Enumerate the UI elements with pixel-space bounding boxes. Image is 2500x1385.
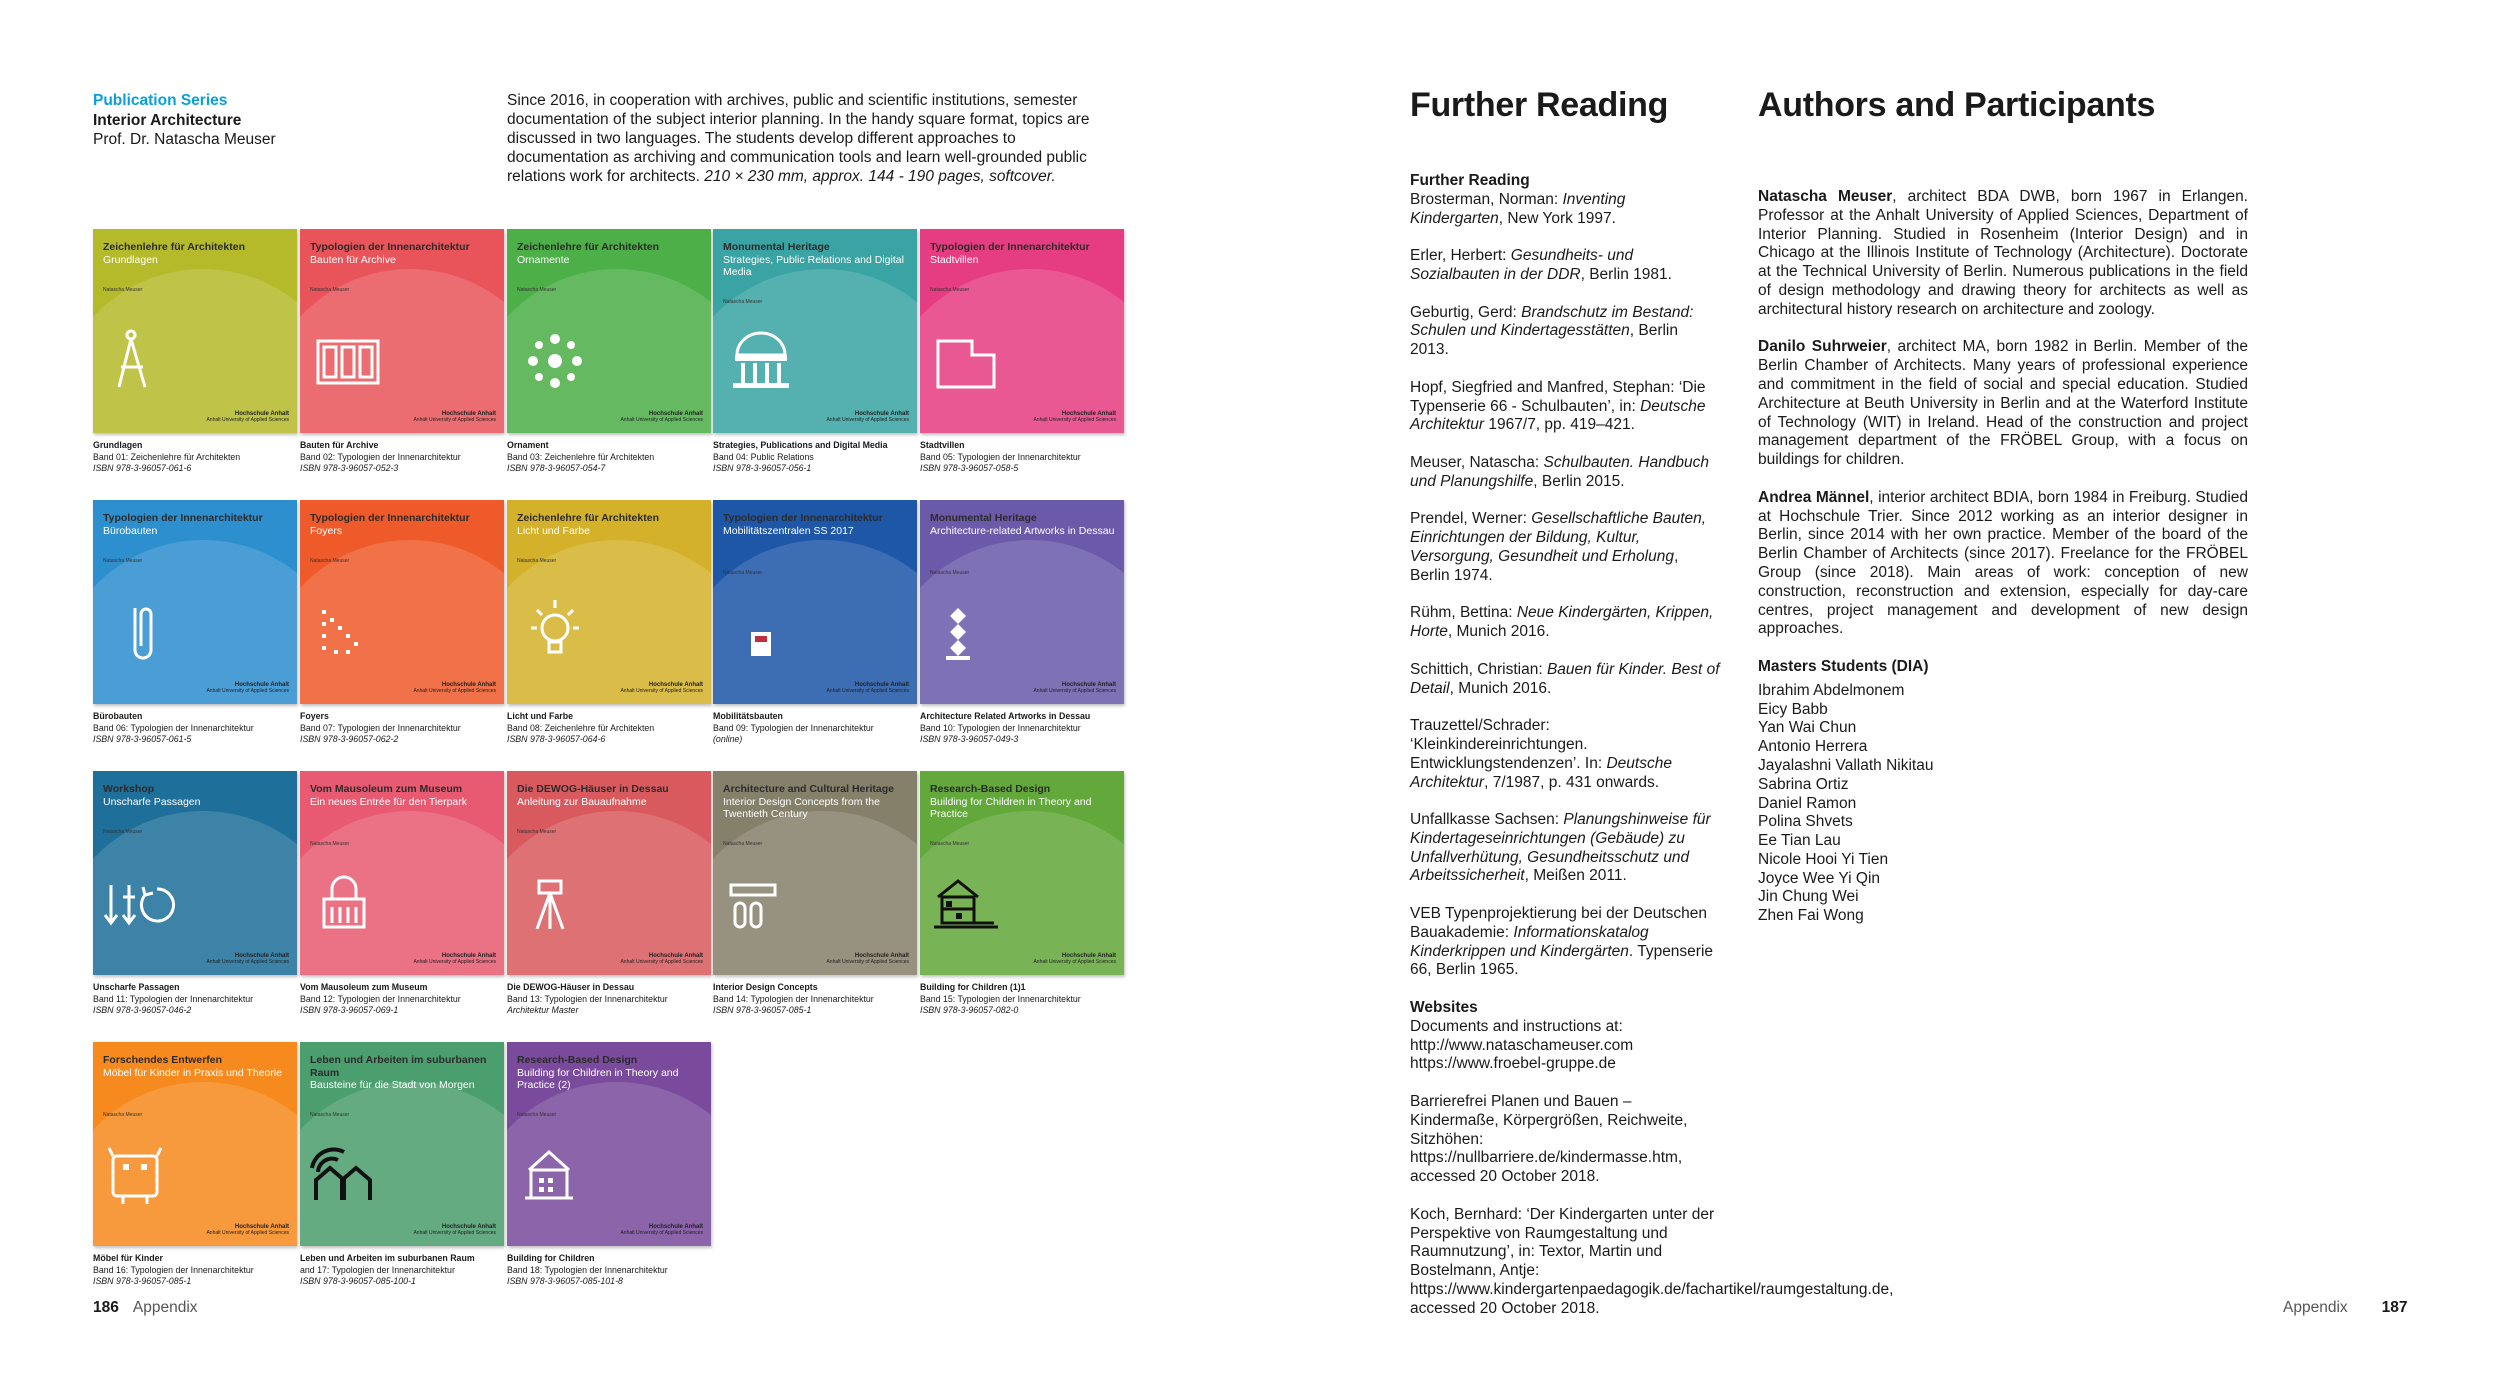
reference-item: Meuser, Natascha: Schulbauten. Handbuch und Planungshilfe, Berlin 2015.	[1410, 453, 1710, 490]
ornament-icon	[515, 321, 595, 401]
left-page-number: 186	[93, 1299, 119, 1316]
cover-subtitle: Architecture-related Artworks in Dessau	[930, 524, 1115, 537]
websites-heading: Websites	[1410, 999, 1478, 1017]
book-card	[713, 229, 917, 475]
cover-subtitle: Bauten für Archive	[310, 253, 396, 266]
book-volume: Band 15: Typologien der Innenarchitektur	[920, 993, 1081, 1004]
book-caption	[93, 1253, 297, 1288]
student-name: Antonio Herrera	[1758, 738, 1868, 756]
book-cover	[300, 1042, 504, 1246]
cover-author: Natascha Meuser	[723, 841, 763, 847]
cover-series	[517, 1054, 703, 1092]
cover-subtitle: Unscharfe Passagen	[103, 795, 201, 808]
book-volume: Band 04: Public Relations	[713, 451, 814, 462]
cover-author: Natascha Meuser	[517, 558, 557, 564]
book-volume: Band 08: Zeichenlehre für Architekten	[507, 722, 655, 733]
book-cover	[713, 229, 917, 433]
reference-list	[1410, 191, 1720, 980]
book-caption	[920, 440, 1124, 475]
cover-series-title: Zeichenlehre für Architekten	[103, 241, 245, 253]
book-title: Mobilitätsbauten	[713, 711, 783, 721]
series-intro	[507, 91, 1107, 186]
cover-author: Natascha Meuser	[310, 558, 350, 564]
publisher-logo: Hochschule Anhalt Anhalt University of Applied Sciences	[826, 682, 909, 694]
book-volume: Band 05: Typologien der Innenarchitektur	[920, 451, 1081, 462]
cover-series	[723, 512, 909, 537]
book-card	[507, 229, 711, 475]
author-list	[1758, 188, 2248, 639]
book-title: Architecture Related Artworks in Dessau	[920, 711, 1091, 721]
book-isbn: ISBN 978-3-96057-046-2	[93, 1005, 192, 1015]
book-volume: Band 06: Typologien der Innenarchitektur	[93, 722, 254, 733]
book-card	[300, 500, 504, 746]
book-volume: Band 12: Typologien der Innenarchitektur	[300, 993, 461, 1004]
website-item: Documents and instructions at: http://www.nataschameuser.com https://www.froebel-gruppe.de	[1410, 1017, 1634, 1073]
publisher-logo: Hochschule Anhalt Anhalt University of Applied Sciences	[413, 682, 496, 694]
cover-series-title: Research-Based Design	[930, 783, 1051, 795]
cover-series-title: Architecture and Cultural Heritage	[723, 783, 894, 795]
left-section: Appendix	[132, 1299, 198, 1316]
book-cover	[507, 500, 711, 704]
publisher-logo: Hochschule Anhalt Anhalt University of Applied Sciences	[206, 411, 289, 423]
book-isbn: ISBN 978-3-96057-056-1	[713, 463, 812, 473]
book-caption	[507, 440, 711, 475]
book-volume: Band 11: Typologien der Innenarchitektur	[93, 993, 254, 1004]
cover-series-title: Forschendes Entwerfen	[103, 1054, 223, 1066]
cover-series	[930, 241, 1116, 266]
publisher-logo: Hochschule Anhalt Anhalt University of Applied Sciences	[413, 1224, 496, 1236]
house-icon	[515, 1134, 595, 1214]
book-volume: Band 10: Typologien der Innenarchitektur	[920, 722, 1081, 733]
cover-series-title: Monumental Heritage	[723, 241, 830, 253]
cover-author: Natascha Meuser	[103, 287, 143, 293]
authors-column	[1758, 188, 2248, 926]
book-cover	[93, 229, 297, 433]
reference-item: Erler, Herbert: Gesundheits- und Sozialbauten in der DDR, Berlin 1981.	[1410, 247, 1672, 283]
cover-series-title: Vom Mausoleum zum Museum	[310, 783, 463, 795]
passage-icon	[101, 863, 181, 943]
book-volume: Band 09: Typologien der Innenarchitektur	[713, 722, 874, 733]
publisher-logo: Hochschule Anhalt Anhalt University of Applied Sciences	[413, 411, 496, 423]
archive-icon	[308, 321, 388, 401]
book-title: Stadtvillen	[920, 440, 965, 450]
publisher-logo: Hochschule Anhalt Anhalt University of Applied Sciences	[826, 953, 909, 965]
cover-subtitle: Bürobauten	[103, 524, 158, 537]
cover-subtitle: Licht und Farbe	[517, 524, 590, 537]
reference-item: Brosterman, Norman: Inventing Kindergarten, New York 1997.	[1410, 190, 1626, 227]
cover-author: Natascha Meuser	[310, 841, 350, 847]
book-isbn: ISBN 978-3-96057-061-6	[93, 463, 192, 473]
book-card	[920, 771, 1124, 1017]
book-card	[507, 500, 711, 746]
book-cover	[93, 1042, 297, 1246]
book-title: Grundlagen	[93, 440, 143, 450]
cover-author: Natascha Meuser	[930, 570, 970, 576]
cover-author: Natascha Meuser	[310, 287, 350, 293]
book-card	[93, 771, 297, 1017]
book-card	[507, 771, 711, 1017]
book-isbn: ISBN 978-3-96057-064-6	[507, 734, 606, 744]
cover-series-title: Workshop	[103, 783, 155, 795]
cover-series-title: Research-Based Design	[517, 1054, 638, 1066]
book-title: Vom Mausoleum zum Museum	[300, 982, 428, 992]
book-volume: Band 13: Typologien der Innenarchitektur	[507, 993, 668, 1004]
museum-icon	[308, 863, 388, 943]
further-reading-heading: Further Reading	[1410, 86, 1669, 124]
book-title: Möbel für Kinder	[93, 1253, 163, 1263]
student-name: Jin Chung Wei	[1758, 888, 1859, 906]
book-cover	[507, 1042, 711, 1246]
book-card	[920, 500, 1124, 746]
book-isbn: ISBN 978-3-96057-085-1	[713, 1005, 812, 1015]
book-isbn: ISBN 978-3-96057-062-2	[300, 734, 399, 744]
cover-author: Natascha Meuser	[930, 287, 970, 293]
cover-series	[517, 512, 703, 537]
book-caption	[93, 711, 297, 746]
book-cover	[507, 229, 711, 433]
left-folio	[93, 1299, 198, 1317]
book-isbn: ISBN 978-3-96057-052-3	[300, 463, 399, 473]
website-list	[1410, 1017, 1894, 1319]
book-caption	[507, 711, 711, 746]
book-card	[93, 229, 297, 475]
book-card	[300, 229, 504, 475]
book-caption	[93, 982, 297, 1017]
publisher-logo: Hochschule Anhalt Anhalt University of Applied Sciences	[206, 953, 289, 965]
cover-subtitle: Building for Children in Theory and Practice (2)	[517, 1066, 679, 1091]
cover-subtitle: Möbel für Kinder in Praxis und Theorie	[103, 1066, 282, 1079]
reference-item: Unfallkasse Sachsen: Planungshinweise für Kindertageseinrichtungen (Gebäude) zu Unfallverhütung, Gesundheitsschutz und Arbeitssicherheit, Meißen 2011.	[1410, 811, 1711, 885]
book-isbn: Architektur Master	[507, 1005, 579, 1015]
artwork-icon	[928, 592, 1008, 672]
cover-series	[103, 1054, 289, 1079]
book-caption	[507, 1253, 711, 1288]
cover-author: Natascha Meuser	[103, 1112, 143, 1118]
reference-item: Prendel, Werner: Gesellschaftliche Bauten, Einrichtungen der Bildung, Kultur, Versorgung, Gesundheit und Erholung, Berlin 1974.	[1410, 510, 1707, 584]
cover-series	[723, 783, 909, 821]
right-folio	[2283, 1299, 2408, 1317]
cover-series-title: Typologien der Innenarchitektur	[723, 512, 883, 524]
cover-series-title: Monumental Heritage	[930, 512, 1037, 524]
book-volume: and 17: Typologien der Innenarchitektur	[300, 1264, 455, 1275]
publisher-logo: Hochschule Anhalt Anhalt University of Applied Sciences	[1033, 682, 1116, 694]
book-card	[93, 500, 297, 746]
cover-series-title: Zeichenlehre für Architekten	[517, 512, 659, 524]
cover-series	[310, 241, 496, 266]
series-author: Prof. Dr. Natascha Meuser	[93, 131, 276, 148]
cover-author: Natascha Meuser	[517, 287, 557, 293]
survey-icon	[515, 863, 595, 943]
series-label: Publication Series	[93, 92, 228, 109]
mobility-icon	[721, 592, 801, 672]
right-section: Appendix	[2283, 1299, 2348, 1316]
book-caption	[920, 711, 1124, 746]
book-title: Building for Children	[507, 1253, 595, 1263]
reference-item: Geburtig, Gerd: Brandschutz im Bestand: Schulen und Kindertagesstätten, Berlin 2013.	[1410, 303, 1694, 359]
cover-subtitle: Interior Design Concepts from the Twentieth Century	[723, 795, 880, 820]
cover-series	[310, 1054, 496, 1092]
book-title: Building for Children (1)1	[920, 982, 1026, 992]
cover-series-title: Typologien der Innenarchitektur	[103, 512, 263, 524]
book-volume: Band 14: Typologien der Innenarchitektur	[713, 993, 874, 1004]
reference-item: Rühm, Bettina: Neue Kindergärten, Krippen, Horte, Munich 2016.	[1410, 604, 1714, 641]
cover-subtitle: Ein neues Entrée für den Tierpark	[310, 795, 468, 808]
publisher-logo: Hochschule Anhalt Anhalt University of Applied Sciences	[826, 411, 909, 423]
book-cover	[300, 229, 504, 433]
right-page-number: 187	[2381, 1299, 2408, 1316]
book-caption	[920, 982, 1124, 1017]
book-volume: Band 03: Zeichenlehre für Architekten	[507, 451, 655, 462]
cover-author: Natascha Meuser	[310, 1112, 350, 1118]
cover-series	[930, 512, 1116, 537]
publisher-logo: Hochschule Anhalt Anhalt University of Applied Sciences	[620, 953, 703, 965]
student-name: Nicole Hooi Yi Tien	[1758, 850, 1889, 868]
cover-author: Natascha Meuser	[723, 570, 763, 576]
reference-item: VEB Typenprojektierung bei der Deutschen Bauakademie: Informationskatalog Kinderkrippen und Kindergärten. Typenserie 66, Berlin 1965.	[1410, 905, 1714, 979]
cover-series	[310, 512, 496, 537]
book-caption	[713, 440, 917, 475]
cover-series-title: Typologien der Innenarchitektur	[310, 512, 470, 524]
furniture-icon	[101, 1134, 181, 1214]
intro-text: Since 2016, in cooperation with archives, public and scientific institutions, semester documentation of the subject interior planning. In the handy square format, topics are discussed in two languages. The students develop different approaches to documentation as archiving and communication tools and learn well-grounded public relations work for architects.	[507, 92, 1090, 185]
book-cover	[300, 771, 504, 975]
cover-subtitle: Strategies, Public Relations and Digital Media	[723, 253, 904, 278]
book-cover	[507, 771, 711, 975]
book-isbn: ISBN 978-3-96057-085-100-1	[300, 1276, 416, 1286]
children-icon	[928, 863, 1008, 943]
compass-icon	[101, 321, 181, 401]
book-title: Interior Design Concepts	[713, 982, 818, 992]
book-cover	[713, 500, 917, 704]
student-name: Jayalashni Vallath Nikitau	[1758, 756, 1934, 774]
cover-series	[103, 512, 289, 537]
masters-heading: Masters Students (DIA)	[1758, 657, 1929, 675]
series-title: Interior Architecture	[93, 111, 242, 129]
book-title: Bürobauten	[93, 711, 143, 721]
cover-series-title: Typologien der Innenarchitektur	[930, 241, 1090, 253]
villa-icon	[928, 321, 1008, 401]
book-title: Leben und Arbeiten im suburbanen Raum	[300, 1253, 475, 1263]
book-cover	[300, 500, 504, 704]
book-isbn: ISBN 978-3-96057-085-101-8	[507, 1276, 623, 1286]
cover-subtitle: Ornamente	[517, 253, 570, 266]
authors-heading: Authors and Participants	[1758, 86, 2156, 124]
book-title: Licht und Farbe	[507, 711, 573, 721]
publisher-logo: Hochschule Anhalt Anhalt University of Applied Sciences	[206, 682, 289, 694]
reference-item: Hopf, Siegfried and Manfred, Stephan: ‘Die Typenserie 66 - Schulbauten’, in: Deutsche Architektur 1967/7, pp. 419–421.	[1410, 378, 1706, 434]
student-name: Yan Wai Chun	[1758, 719, 1857, 737]
foyer-icon	[308, 592, 388, 672]
cover-author: Natascha Meuser	[723, 299, 763, 305]
reference-item: Trauzettel/Schrader: ‘Kleinkindereinrichtungen. Entwicklungstendenzen’. In: Deutsche Architektur, 7/1987, p. 431 onwards.	[1410, 717, 1672, 791]
book-cover	[713, 771, 917, 975]
cover-series	[930, 783, 1116, 821]
website-item: Barrierefrei Planen und Bauen – Kindermaße, Körpergrößen, Reichweite, Sitzhöhen: https://nullbarriere.de/kindermasse.htm, accessed 20 October 2018.	[1410, 1093, 1688, 1186]
book-volume: Band 07: Typologien der Innenarchitektur	[300, 722, 461, 733]
author-name: Natascha Meuser	[1758, 188, 1893, 205]
book-title: Ornament	[507, 440, 549, 450]
author-name: Andrea Männel	[1758, 488, 1870, 506]
book-card	[300, 1042, 504, 1288]
publisher-logo: Hochschule Anhalt Anhalt University of Applied Sciences	[620, 682, 703, 694]
book-title: Bauten für Archive	[300, 440, 379, 450]
cover-series-title: Die DEWOG-Häuser in Dessau	[517, 783, 669, 795]
publisher-logo: Hochschule Anhalt Anhalt University of Applied Sciences	[620, 411, 703, 423]
cover-author: Natascha Meuser	[103, 829, 143, 835]
suburb-icon	[308, 1134, 388, 1214]
author-bio: Andrea Männel, interior architect BDIA, born 1984 in Freiburg. Studied at Hochschule Trier. Since 2012 working as an interior designer in Berlin, since 2014 with her own practice. Member of the board of the Berlin Chamber of Architects (since 2017). Freelance for the FRÖBEL Group (since 2018). Main areas of work: conception of new construction, reconstruction and extension, especially for day-care centres, project management and development of new design approaches.	[1758, 488, 2249, 638]
book-card	[713, 500, 917, 746]
cover-series	[310, 783, 496, 808]
book-isbn: ISBN 978-3-96057-054-7	[507, 463, 606, 473]
further-reading-subheading: Further Reading	[1410, 172, 1530, 189]
cover-series	[103, 241, 289, 266]
student-name: Zhen Fai Wong	[1758, 907, 1864, 925]
book-caption	[93, 440, 297, 475]
author-bio: Natascha Meuser, architect BDA DWB, born 1967 in Erlangen. Professor at the Anhalt University of Applied Sciences, Department of Interior Planning. Studied in Rosenheim (Interior Design) and in Chicago at the Illinois Institute of Technology (Architecture). Doctorate at the Technical University of Berlin. Numerous publications in the field of design methodology and drawing theory for architects as well as architectural history research on architecture and zoology.	[1758, 188, 2248, 318]
student-name: Ibrahim Abdelmonem	[1758, 681, 1905, 699]
cover-author: Natascha Meuser	[517, 829, 557, 835]
cover-series	[723, 241, 909, 279]
cover-subtitle: Bausteine für die Stadt von Morgen	[310, 1079, 475, 1091]
lightbulb-icon	[515, 592, 595, 672]
book-cover	[920, 500, 1124, 704]
book-title: Die DEWOG-Häuser in Dessau	[507, 982, 635, 992]
book-volume: Band 01: Zeichenlehre für Architekten	[93, 451, 241, 462]
book-cover	[920, 229, 1124, 433]
cover-series-title: Leben und Arbeiten im suburbanen Raum	[310, 1054, 487, 1079]
book-caption	[507, 982, 711, 1017]
book-card	[713, 771, 917, 1017]
book-title: Unscharfe Passagen	[93, 982, 180, 992]
student-name: Polina Shvets	[1758, 813, 1853, 831]
book-card	[93, 1042, 297, 1288]
book-isbn: ISBN 978-3-96057-049-3	[920, 734, 1019, 744]
student-name: Sabrina Ortiz	[1758, 775, 1849, 793]
cover-subtitle: Building for Children in Theory and Practice	[930, 795, 1092, 820]
book-isbn: (online)	[713, 734, 743, 744]
paperclip-icon	[101, 592, 181, 672]
book-isbn: ISBN 978-3-96057-061-5	[93, 734, 192, 744]
cover-subtitle: Stadtvillen	[930, 253, 979, 266]
publisher-logo: Hochschule Anhalt Anhalt University of Applied Sciences	[1033, 953, 1116, 965]
book-isbn: ISBN 978-3-96057-069-1	[300, 1005, 399, 1015]
student-name: Daniel Ramon	[1758, 794, 1857, 812]
intro-spec: 210 × 230 mm, approx. 144 - 190 pages, softcover.	[704, 168, 1056, 185]
book-isbn: ISBN 978-3-96057-058-5	[920, 463, 1019, 473]
book-caption	[713, 982, 917, 1017]
website-item: Koch, Bernhard: ‘Der Kindergarten unter der Perspektive von Raumgestaltung und Raumnutzung’, in: Textor, Martin und Bostelmann, Antje: https://www.kindergartenpaedagogik.de/fachartikel/raumgestaltung.de, accessed 20 October 2018.	[1410, 1205, 1894, 1317]
cover-series	[517, 783, 703, 808]
publisher-logo: Hochschule Anhalt Anhalt University of Applied Sciences	[620, 1224, 703, 1236]
book-caption	[300, 711, 504, 746]
cover-series	[103, 783, 289, 808]
book-volume: Band 16: Typologien der Innenarchitektur	[93, 1264, 254, 1275]
student-name: Ee Tian Lau	[1758, 832, 1841, 850]
student-name: Joyce Wee Yi Qin	[1758, 869, 1881, 887]
cover-series-title: Typologien der Innenarchitektur	[310, 241, 470, 253]
book-volume: Band 18: Typologien der Innenarchitektur	[507, 1264, 668, 1275]
reference-item: Schittich, Christian: Bauen für Kinder. Best of Detail, Munich 2016.	[1410, 660, 1720, 697]
book-caption	[713, 711, 917, 746]
publisher-logo: Hochschule Anhalt Anhalt University of Applied Sciences	[1033, 411, 1116, 423]
author-name: Danilo Suhrweier	[1758, 338, 1887, 356]
student-list	[1758, 682, 2248, 926]
book-isbn: ISBN 978-3-96057-082-0	[920, 1005, 1019, 1015]
book-cover	[93, 500, 297, 704]
book-card	[300, 771, 504, 1017]
book-card	[920, 229, 1124, 475]
book-caption	[300, 1253, 504, 1288]
cover-author: Natascha Meuser	[930, 841, 970, 847]
book-caption	[300, 440, 504, 475]
series-header	[93, 91, 276, 150]
cover-subtitle: Anleitung zur Bauaufnahme	[517, 795, 647, 808]
book-title: Strategies, Publications and Digital Media	[713, 440, 888, 450]
cover-series-title: Zeichenlehre für Architekten	[517, 241, 659, 253]
book-caption	[300, 982, 504, 1017]
book-card	[507, 1042, 711, 1288]
cover-subtitle: Grundlagen	[103, 253, 158, 266]
cover-author: Natascha Meuser	[517, 1112, 557, 1118]
book-volume: Band 02: Typologien der Innenarchitektur	[300, 451, 461, 462]
book-title: Foyers	[300, 711, 329, 721]
concept-icon	[721, 863, 801, 943]
publisher-logo: Hochschule Anhalt Anhalt University of Applied Sciences	[206, 1224, 289, 1236]
cover-author: Natascha Meuser	[103, 558, 143, 564]
monument-icon	[721, 321, 801, 401]
author-bio: Danilo Suhrweier, architect MA, born 1982 in Berlin. Member of the Berlin Chamber of Architects. Many years of professional experience and commitment in the field of social and special education. Studied Architecture at Beuth University in Berlin and at the Waterford Institute of Technology (WIT) in Ireland. Head of the construction and project management department of the FRÖBEL Group, with a focus on buildings for children.	[1758, 338, 2248, 469]
publisher-logo: Hochschule Anhalt Anhalt University of Applied Sciences	[413, 953, 496, 965]
book-isbn: ISBN 978-3-96057-085-1	[93, 1276, 192, 1286]
cover-subtitle: Mobilitätszentralen SS 2017	[723, 524, 854, 537]
book-cover	[93, 771, 297, 975]
student-name: Eicy Babb	[1758, 700, 1828, 718]
cover-subtitle: Foyers	[310, 524, 343, 537]
cover-series	[517, 241, 703, 266]
book-cover	[920, 771, 1124, 975]
